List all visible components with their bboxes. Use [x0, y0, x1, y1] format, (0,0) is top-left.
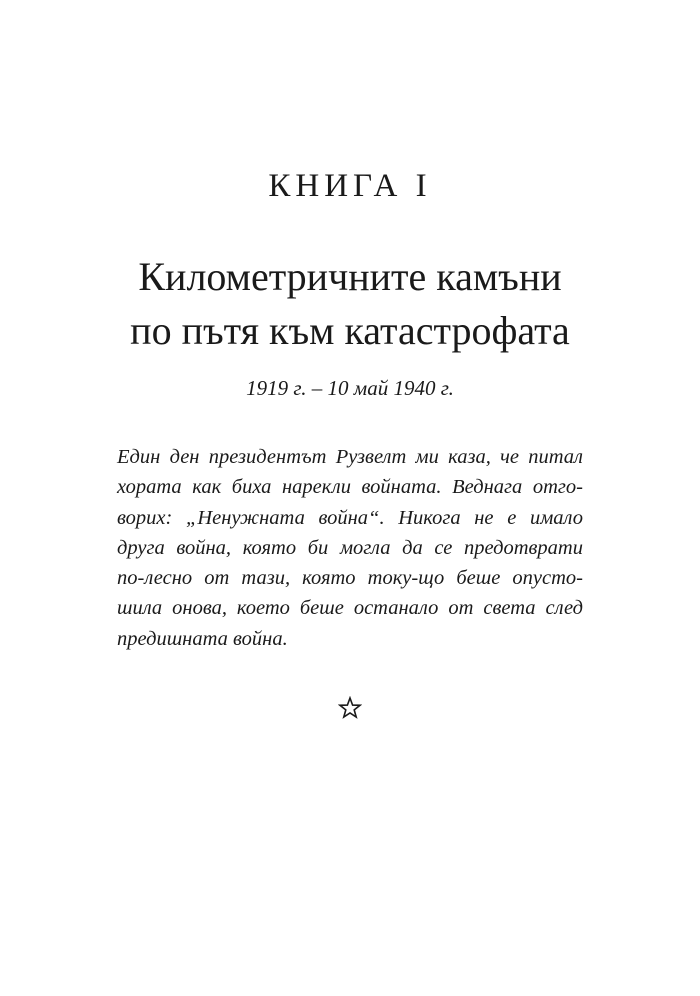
quote-line-3: ворих: „Ненужната война“. Никога не е имало [117, 506, 583, 529]
quote-line-2: хората как биха нарекли войната. Веднага отго- [117, 476, 583, 499]
quote-line-5: по-лесно от тази, която току-що беше опусто- [117, 567, 583, 590]
quote-line-6: шила онова, което беше останало от света след [117, 597, 583, 620]
part-title [0, 250, 700, 358]
quote-line-7: предишната война. [117, 627, 288, 650]
date-range: 1919 г. – 10 май 1940 г. [246, 376, 454, 400]
book-number-heading: КНИГА I [268, 168, 432, 204]
part-title-line-2: по пътя към катастрофата [130, 308, 570, 353]
star-outline-icon [338, 696, 362, 720]
epigraph-quote [117, 442, 583, 654]
part-title-line-1: Километричните камъни [138, 254, 562, 299]
quote-line-4: друга война, която би могла да се предотврати [117, 536, 583, 559]
quote-line-1: Един ден президентът Рузвелт ми каза, че питал [117, 446, 583, 468]
